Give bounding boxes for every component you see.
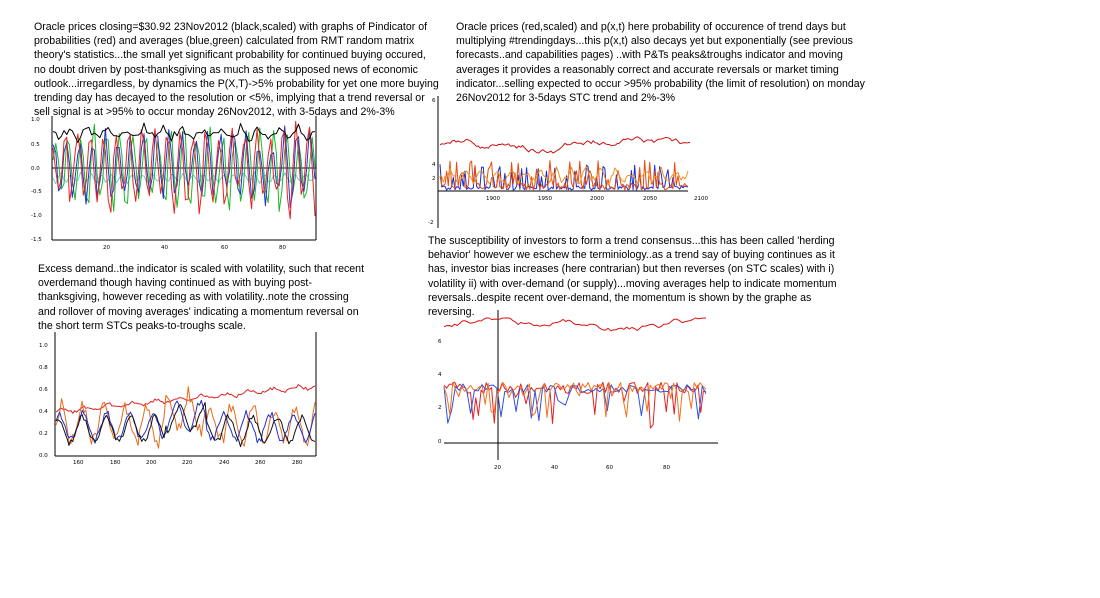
y-tick-label: 6 bbox=[432, 98, 436, 104]
y-tick-label: 1.0 bbox=[39, 343, 48, 349]
x-tick-label: 1950 bbox=[538, 196, 552, 202]
x-tick-label: 280 bbox=[292, 460, 303, 466]
caption-bottom-left: Excess demand..the indicator is scaled with volatility, such that recent overdemand though having continued as with buying post-thanksgiving, however receding as with volatility..note the crossing and rollover of moving averages' indicating a momentum reversal on the short term STCs peaks-to-troughs scale. bbox=[38, 263, 365, 332]
x-tick-label: 40 bbox=[161, 245, 168, 251]
x-tick-label: 260 bbox=[255, 460, 266, 466]
x-tick-labels bbox=[103, 245, 286, 251]
caption-top-right: Oracle prices (red,scaled) and p(x,t) here probability of occurence of trend days but multiplying #trendingdays...this p(x,t) also decays yet but exponentially (see previous forecasts..and capabilities pages) ..with P&Ts peaks&troughs indicator and moving averages it provides a reasonably correct and accurate reversals or market timing indicator...selling expected to occur >95% probability (the limit of resolution) on monday 26Nov2012 for 3-5days STC trend and 2%-3% bbox=[456, 21, 865, 105]
x-tick-label: 80 bbox=[279, 245, 286, 251]
y-tick-label: -1.0 bbox=[31, 213, 42, 219]
y-tick-label: 0.5 bbox=[31, 142, 40, 148]
y-tick-label: 6 bbox=[438, 339, 442, 345]
chart-top-right bbox=[430, 88, 720, 238]
y-tick-label: 2 bbox=[432, 176, 436, 182]
y-axis bbox=[31, 116, 52, 243]
x-tick-label: 220 bbox=[182, 460, 193, 466]
chart-top-left bbox=[30, 116, 330, 251]
y-tick-label: 1.0 bbox=[31, 117, 40, 123]
series-line-price bbox=[440, 137, 690, 153]
x-tick-label: 20 bbox=[494, 465, 501, 471]
series-line-ma-orange bbox=[444, 382, 706, 421]
x-tick-labels bbox=[494, 465, 670, 471]
x-tick-labels bbox=[486, 196, 708, 202]
x-tick-label: 2050 bbox=[643, 196, 657, 202]
x-tick-label: 80 bbox=[663, 465, 670, 471]
series-line-upper bbox=[444, 318, 706, 331]
y-tick-label: 0.2 bbox=[39, 431, 48, 437]
y-tick-label: 4 bbox=[432, 162, 436, 168]
series-line-volatility bbox=[56, 385, 315, 414]
y-tick-label: 0.0 bbox=[39, 453, 48, 459]
y-tick-label: -0.5 bbox=[31, 189, 42, 195]
x-tick-label: 60 bbox=[221, 245, 228, 251]
y-tick-labels bbox=[39, 343, 48, 459]
x-tick-label: 160 bbox=[73, 460, 84, 466]
x-tick-label: 20 bbox=[103, 245, 110, 251]
y-tick-label: 2 bbox=[438, 405, 442, 411]
x-tick-label: 60 bbox=[606, 465, 613, 471]
chart-bottom-left bbox=[38, 330, 328, 468]
caption-top-left: Oracle prices closing=$30.92 23Nov2012 (black,scaled) with graphs of Pindicator of probabilities (red) and averages (blue,green) calculated from RMT random matrix theory's statistics...the small yet significant probability for continued buying occured, no doubt driven by post-thanksgiving as much as the supposed news of economic outlook...irregardless, by dynamics the P(X,T)->5% probability for yet one more buying trending day has decayed to the resolution or <5%, implying that a trend reversal or sell signal is at >95% to occur monday 26Nov2012, with 3-5days and 2%-3% bbox=[34, 21, 439, 119]
y-tick-label: 0.6 bbox=[39, 387, 48, 393]
y-tick-label: 4 bbox=[438, 372, 442, 378]
x-tick-label: 1900 bbox=[486, 196, 500, 202]
x-tick-label: 2100 bbox=[694, 196, 708, 202]
x-tick-label: 200 bbox=[146, 460, 157, 466]
x-tick-label: 240 bbox=[219, 460, 230, 466]
x-tick-label: 40 bbox=[551, 465, 558, 471]
y-tick-label: -1.5 bbox=[31, 237, 42, 243]
y-tick-label: 0.8 bbox=[39, 365, 48, 371]
y-tick-label: 0 bbox=[438, 439, 442, 445]
x-tick-label: 2000 bbox=[590, 196, 604, 202]
y-tick-label: 0.0 bbox=[31, 166, 40, 172]
caption-bottom-right: The susceptibility of investors to form a trend consensus...this has been called 'herding behavior' however we eschew the terminiology..as a trend say of buying continues as it has, investor bias increases (here contrarian) but then reverses (on STC scales) with i) volatility ii) with over-demand (or supply)...moving averages help to indicate momentum reversals..despite recent over-demand, the momentum is shown by the graphe as reversing. bbox=[428, 235, 837, 319]
x-tick-labels bbox=[73, 460, 303, 466]
y-tick-labels bbox=[438, 339, 442, 445]
chart-bottom-right bbox=[430, 310, 730, 480]
series-line-susceptibility bbox=[444, 382, 706, 428]
x-tick-label: 180 bbox=[110, 460, 121, 466]
y-tick-label: 0.4 bbox=[39, 409, 48, 415]
y-tick-label: -2 bbox=[428, 220, 434, 226]
